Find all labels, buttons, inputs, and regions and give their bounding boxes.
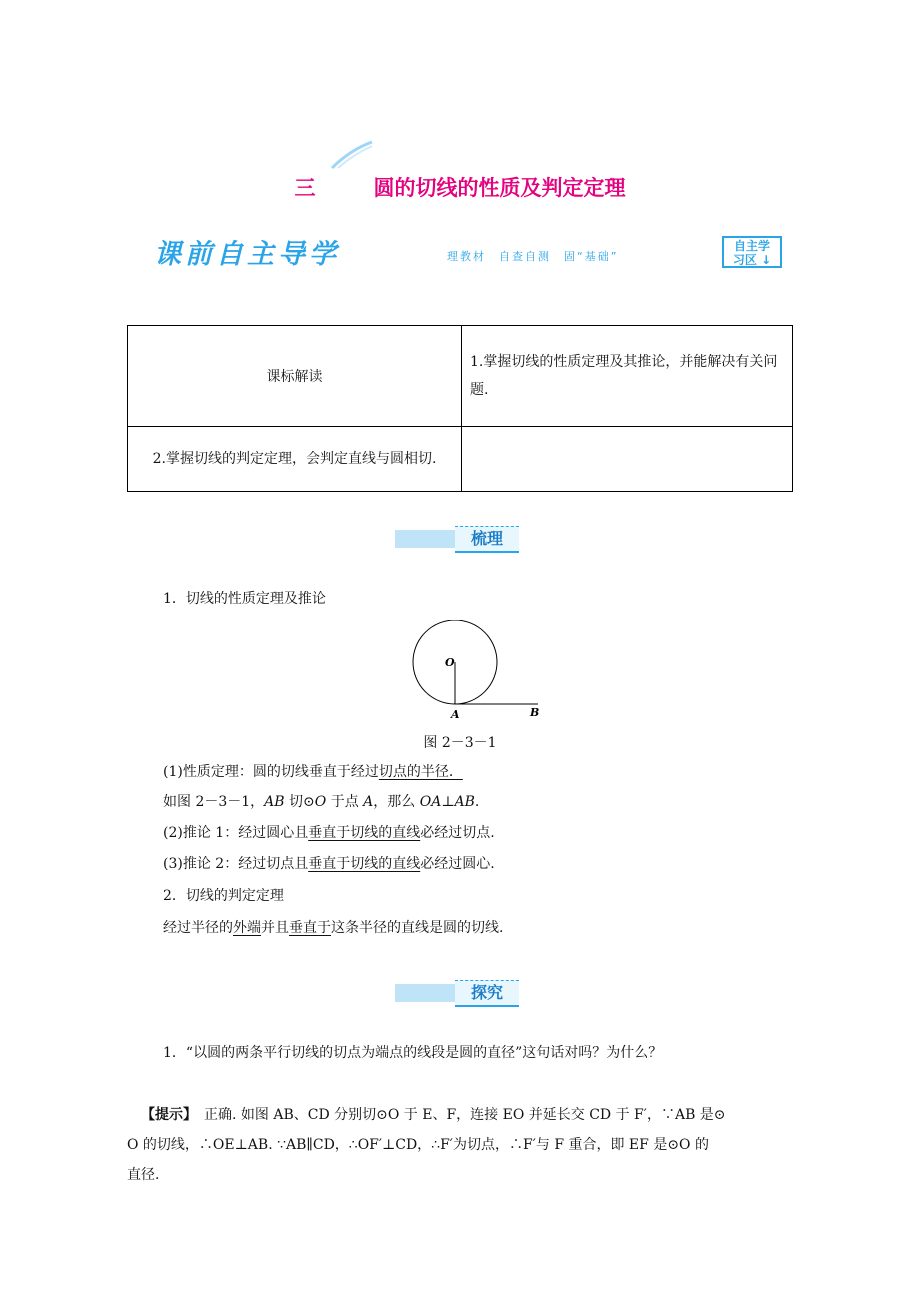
section-label: 探究 — [455, 980, 519, 1007]
section-header-explore — [395, 980, 525, 1006]
swoosh-decoration-icon — [330, 140, 374, 170]
question-1: 1．“以圆的两条平行切线的切点为端点的线段是圆的直径”这句话对吗？为什么？ — [163, 1045, 663, 1061]
hint-paragraph: 【提示】 正确. 如图 AB、CD 分别切⊙O 于 E、F，连接 EO 并延长交 CD 于 F′，∵AB 是⊙ O 的切线，∴OE⊥AB. ∵AB∥CD，∴OF′⊥CD，∴F′为切点，∴F′与 F 重合，即 EF 是⊙O 的 直径. — [127, 1107, 726, 1183]
banner-subtitle: 理教材 自查自测 固“基础” — [447, 250, 619, 263]
answer-blank: 垂直于 — [289, 920, 331, 936]
answer-blank: 切点的半径． — [378, 764, 463, 780]
badge-line-1: 自主学 — [733, 239, 770, 253]
label-A: A — [451, 708, 460, 720]
section-label: 梳理 — [455, 526, 519, 553]
table-header-cell: 课标解读 — [128, 326, 462, 427]
item-2-heading: 2．切线的判定定理 — [163, 888, 284, 904]
figure-caption: 图 2－3－1 — [423, 735, 497, 751]
table-row — [128, 326, 793, 427]
banner-title: 课前自主导学 — [154, 239, 340, 270]
standards-table — [127, 325, 793, 492]
corollary-1: (2)推论 1：经过圆心且垂直于切线的直线必经过切点. — [163, 825, 495, 841]
goal-2-cell: 2.掌握切线的判定定理，会判定直线与圆相切. — [128, 427, 462, 492]
table-row — [128, 427, 793, 492]
example-line: 如图 2－3－1，AB 切⊙O 于点 A，那么 OA⊥AB. — [163, 794, 480, 810]
property-theorem: (1)性质定理：圆的切线垂直于经过切点的半径． — [163, 764, 463, 780]
hint-label: 【提示】 — [141, 1107, 190, 1123]
criterion-theorem: 经过半径的外端并且垂直于这条半径的直线是圆的切线. — [163, 920, 504, 936]
answer-blank: 外端 — [233, 920, 261, 936]
empty-cell — [462, 427, 793, 492]
badge-line-2: 习区 ↓ — [732, 253, 772, 267]
label-O: O — [445, 656, 455, 669]
section-decoration — [395, 984, 455, 1002]
section-decoration — [395, 530, 455, 548]
study-zone-badge[interactable] — [722, 236, 782, 268]
answer-blank: 垂直于切线的直线 — [308, 825, 421, 841]
goal-1-cell: 1.掌握切线的性质定理及其推论，并能解决有关问题. — [462, 326, 793, 427]
label-B: B — [530, 706, 540, 719]
page-title — [0, 172, 920, 202]
corollary-2: (3)推论 2：经过切点且垂直于切线的直线必经过圆心. — [163, 856, 495, 872]
section-header-sort — [395, 526, 525, 552]
answer-blank: 垂直于切线的直线 — [308, 856, 421, 872]
section-number: 三 — [294, 176, 316, 200]
title-text: 圆的切线的性质及判定定理 — [373, 176, 626, 200]
item-1-heading: 1．切线的性质定理及推论 — [163, 591, 326, 607]
down-arrow-icon: ↓ — [761, 253, 772, 267]
tangent-figure — [400, 620, 550, 720]
